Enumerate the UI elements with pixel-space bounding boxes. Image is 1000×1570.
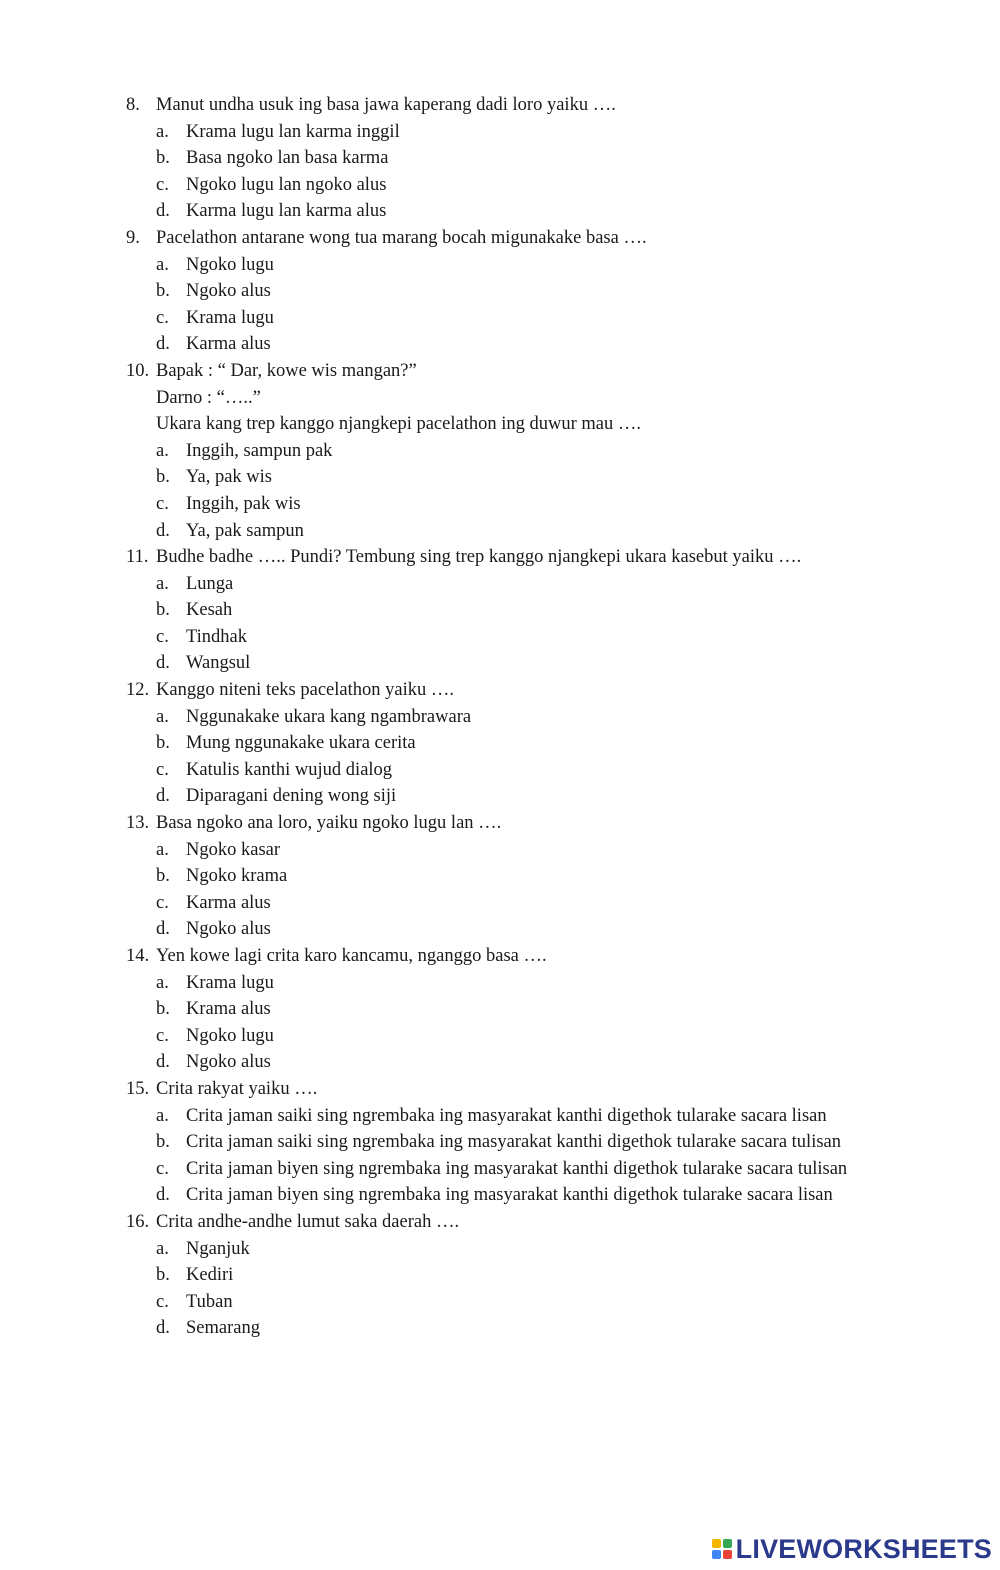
option-text: Inggih, pak wis	[186, 493, 301, 514]
worksheet	[0, 92, 1000, 1342]
option-letter: a.	[156, 1238, 169, 1259]
option-text: Wangsul	[186, 653, 251, 674]
question-number-cell	[0, 1209, 156, 1236]
option-letter: b.	[156, 999, 170, 1020]
option-letter: a.	[156, 839, 169, 860]
logo-text: LIVEWORKSHEETS	[735, 1533, 992, 1564]
answer-option	[0, 970, 1000, 997]
question-number: 15.	[126, 1078, 150, 1099]
answer-option	[0, 119, 1000, 146]
option-text: Ngoko lugu	[186, 1025, 274, 1046]
answer-option	[0, 863, 1000, 890]
answer-option	[0, 916, 1000, 943]
answer-option	[0, 837, 1000, 864]
question-number-cell	[0, 358, 156, 385]
logo-square-icon	[712, 1539, 721, 1548]
option-text: Crita jaman saiki sing ngrembaka ing masyarakat kanthi digethok tularake sacara lisan	[186, 1105, 827, 1126]
question-number: 16.	[126, 1211, 150, 1232]
option-text: Karma lugu lan karma alus	[186, 201, 387, 222]
question-text: Crita andhe-andhe lumut saka daerah ….	[156, 1211, 460, 1232]
answer-option	[0, 624, 1000, 651]
question-number: 9.	[126, 227, 140, 248]
question-number-cell	[0, 225, 156, 252]
question-number: 13.	[126, 813, 150, 834]
option-letter: c.	[156, 1158, 169, 1179]
answer-option	[0, 518, 1000, 545]
question-number-cell	[0, 677, 156, 704]
answer-option	[0, 1182, 1000, 1209]
logo-square-icon	[723, 1539, 732, 1548]
question-row	[0, 225, 1000, 252]
option-letter: b.	[156, 281, 170, 302]
answer-option	[0, 1156, 1000, 1183]
option-letter: c.	[156, 307, 169, 328]
option-letter: b.	[156, 1132, 170, 1153]
answer-option	[0, 1236, 1000, 1263]
option-letter: a.	[156, 1105, 169, 1126]
option-letter: d.	[156, 334, 170, 355]
question-row	[0, 544, 1000, 571]
answer-option	[0, 145, 1000, 172]
option-text: Crita jaman saiki sing ngrembaka ing masyarakat kanthi digethok tularake sacara tulisan	[186, 1132, 841, 1153]
question-number: 12.	[126, 680, 150, 701]
option-text: Ngoko lugu lan ngoko alus	[186, 174, 387, 195]
answer-option	[0, 704, 1000, 731]
option-letter: b.	[156, 866, 170, 887]
answer-option	[0, 1103, 1000, 1130]
question-number-cell	[0, 92, 156, 119]
answer-option	[0, 438, 1000, 465]
option-text: Karma alus	[186, 892, 271, 913]
option-letter: d.	[156, 653, 170, 674]
option-letter: a.	[156, 440, 169, 461]
question-number: 11.	[126, 547, 149, 568]
logo-grid-icon	[712, 1539, 732, 1559]
answer-option	[0, 172, 1000, 199]
option-letter: b.	[156, 1265, 170, 1286]
option-text: Basa ngoko lan basa karma	[186, 148, 389, 169]
option-text: Nganjuk	[186, 1238, 250, 1259]
answer-option	[0, 198, 1000, 225]
question-number-cell	[0, 943, 156, 970]
answer-option	[0, 757, 1000, 784]
question-row	[0, 1076, 1000, 1103]
answer-option	[0, 783, 1000, 810]
question-text: Crita rakyat yaiku ….	[156, 1078, 318, 1099]
option-text: Ngoko kasar	[186, 839, 281, 860]
answer-option	[0, 1289, 1000, 1316]
answer-option	[0, 1049, 1000, 1076]
option-letter: c.	[156, 174, 169, 195]
option-text: Kesah	[186, 600, 233, 621]
answer-option	[0, 491, 1000, 518]
option-letter: c.	[156, 1291, 169, 1312]
question-number-cell	[0, 810, 156, 837]
question-text: Budhe badhe ….. Pundi? Tembung sing trep kanggo njangkepi ukara kasebut yaiku ….	[156, 547, 802, 568]
option-text: Mung nggunakake ukara cerita	[186, 733, 416, 754]
option-letter: a.	[156, 573, 169, 594]
question-text: Pacelathon antarane wong tua marang bocah migunakake basa ….	[156, 227, 647, 248]
option-text: Krama alus	[186, 999, 271, 1020]
question-extra-line: Darno : “…..”	[156, 387, 261, 408]
question-row	[0, 1209, 1000, 1236]
liveworksheets-logo	[712, 1534, 992, 1564]
option-letter: b.	[156, 733, 170, 754]
option-text: Ngoko alus	[186, 1052, 271, 1073]
answer-option	[0, 597, 1000, 624]
option-letter: d.	[156, 1052, 170, 1073]
answer-option	[0, 1262, 1000, 1289]
option-text: Ngoko lugu	[186, 254, 274, 275]
option-letter: b.	[156, 148, 170, 169]
answer-option	[0, 464, 1000, 491]
option-text: Crita jaman biyen sing ngrembaka ing masyarakat kanthi digethok tularake sacara tulisan	[186, 1158, 848, 1179]
option-text: Krama lugu	[186, 307, 274, 328]
option-letter: c.	[156, 626, 169, 647]
option-text: Krama lugu lan karma inggil	[186, 121, 400, 142]
option-text: Nggunakake ukara kang ngambrawara	[186, 706, 472, 727]
question-row	[0, 358, 1000, 385]
option-text: Crita jaman biyen sing ngrembaka ing masyarakat kanthi digethok tularake sacara lisan	[186, 1185, 833, 1206]
option-text: Ngoko alus	[186, 919, 271, 940]
option-text: Diparagani dening wong siji	[186, 786, 397, 807]
answer-option	[0, 650, 1000, 677]
option-letter: c.	[156, 493, 169, 514]
option-text: Inggih, sampun pak	[186, 440, 333, 461]
option-letter: d.	[156, 201, 170, 222]
question-number: 14.	[126, 946, 150, 966]
option-text: Ngoko alus	[186, 281, 271, 302]
option-text: Tindhak	[186, 626, 248, 647]
question-text: Bapak : “ Dar, kowe wis mangan?”	[156, 360, 417, 381]
option-letter: a.	[156, 254, 169, 275]
option-text: Ngoko krama	[186, 866, 288, 887]
question-text: Manut undha usuk ing basa jawa kaperang dadi loro yaiku ….	[156, 95, 616, 115]
option-letter: d.	[156, 786, 170, 807]
option-letter: d.	[156, 520, 170, 541]
option-letter: a.	[156, 121, 169, 142]
question-text: Kanggo niteni teks pacelathon yaiku ….	[156, 680, 454, 701]
option-text: Tuban	[186, 1291, 233, 1312]
option-text: Krama lugu	[186, 972, 274, 993]
answer-option	[0, 730, 1000, 757]
option-text: Karma alus	[186, 334, 271, 355]
option-letter: d.	[156, 1318, 170, 1339]
answer-option	[0, 305, 1000, 332]
answer-option	[0, 278, 1000, 305]
question-row	[0, 943, 1000, 970]
option-letter: a.	[156, 706, 169, 727]
question-text: Yen kowe lagi crita karo kancamu, nganggo basa ….	[156, 946, 547, 966]
question-row	[0, 92, 1000, 119]
option-text: Kediri	[186, 1265, 234, 1286]
option-letter: c.	[156, 1025, 169, 1046]
option-text: Ya, pak sampun	[186, 520, 304, 541]
option-letter: c.	[156, 892, 169, 913]
answer-option	[0, 331, 1000, 358]
answer-option	[0, 1315, 1000, 1342]
logo-square-icon	[723, 1550, 732, 1559]
answer-option	[0, 996, 1000, 1023]
option-text: Semarang	[186, 1318, 260, 1339]
question-number: 10.	[126, 360, 150, 381]
answer-option	[0, 1129, 1000, 1156]
question-number: 8.	[126, 95, 140, 115]
option-letter: d.	[156, 1185, 170, 1206]
question-number-cell	[0, 1076, 156, 1103]
option-text: Katulis kanthi wujud dialog	[186, 759, 393, 780]
answer-option	[0, 571, 1000, 598]
option-text: Ya, pak wis	[186, 467, 273, 488]
answer-option	[0, 1023, 1000, 1050]
option-letter: b.	[156, 600, 170, 621]
option-letter: c.	[156, 759, 169, 780]
option-text: Lunga	[186, 573, 234, 594]
question-number-cell	[0, 544, 156, 571]
question-extra-line: Ukara kang trep kanggo njangkepi pacelathon ing duwur mau ….	[156, 414, 641, 435]
answer-option	[0, 252, 1000, 279]
option-letter: b.	[156, 467, 170, 488]
answer-option	[0, 890, 1000, 917]
question-row	[0, 677, 1000, 704]
option-letter: a.	[156, 972, 169, 993]
option-letter: d.	[156, 919, 170, 940]
logo-square-icon	[712, 1550, 721, 1559]
question-text: Basa ngoko ana loro, yaiku ngoko lugu lan ….	[156, 813, 502, 834]
question-row	[0, 810, 1000, 837]
